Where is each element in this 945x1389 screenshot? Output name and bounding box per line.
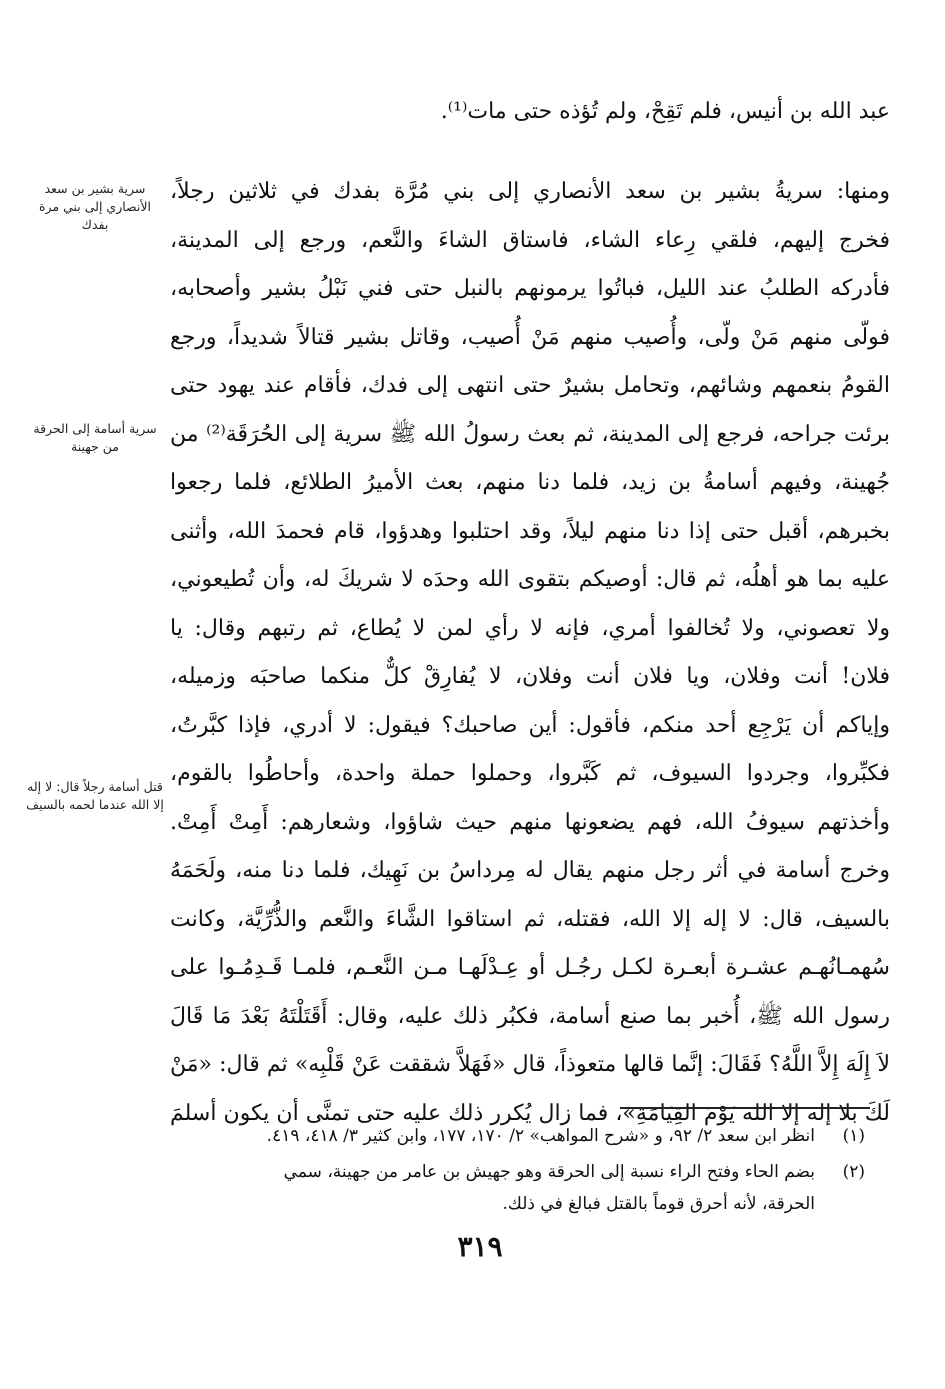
footnote-text: انظر ابن سعد ٢/ ٩٢، و «شرح المواهب» ٢/ ١٧٠، ١٧٧، وابن كثير ٣/ ٤١٨، ٤١٩. bbox=[266, 1126, 815, 1146]
text-line: وخرج أسامة في أثر رجل منهم يقال له مِرداسُ بن نَهِيك، فلما دنا منه، ولَحَمَهُ bbox=[170, 858, 890, 883]
text-line: بخبرهم، أقبل حتى إذا دنا منهم ليلاً، وقد احتلبوا وهدؤوا، قام فحمدَ الله، وأثنى bbox=[170, 518, 890, 544]
text-line: لاَ إِلَهَ إِلاَّ اللَّهُ؟ فَقَالَ: إنَّما قالها متعوذاً، قال «فَهَلاَّ شققت عَنْ قَلْبِه» ثم قال: «مَنْ bbox=[170, 1052, 890, 1077]
text-line: بالسيف، قال: لا إله إلا الله، فقتله، ثم استاقوا الشَّاءَ والنَّعم والذُّرِّيَّة، وكانت bbox=[170, 906, 890, 932]
text-line: فخرج إليهم، فلقي رِعاء الشاء، فاستاق الشاءَ والنَّعم، ورجع إلى المدينة، bbox=[170, 227, 890, 253]
footnote-1 bbox=[175, 1120, 865, 1152]
footnote-number: (١) bbox=[842, 1126, 865, 1146]
text-line: فلان! أنت وفلان، ويا فلان أنت وفلان، لا يُفارِقْ كلٌّ منكما صاحبَه وزميله، bbox=[170, 664, 890, 689]
footnote-number: (٢) bbox=[842, 1162, 865, 1182]
text-line: فكبِّروا، وجردوا السيوف، ثم كَبَّروا، وحملوا حملة واحدة، وأحاطُوا بالقوم، bbox=[170, 761, 890, 786]
footnote-text: بضم الحاء وفتح الراء نسبة إلى الحرقة وهو جهيش بن عامر من جهينة، سمي bbox=[283, 1162, 815, 1182]
footnote-continuation: الحرقة، لأنه أحرق قوماً بالقتل فبالغ في ذلك. bbox=[502, 1194, 815, 1214]
text-line: ولا تعصوني، ولا تُخالفوا أمري، فإنه لا رأي لمن لا يُطاع، ثم رتبهم وقال: يا bbox=[170, 615, 890, 641]
footnote-2 bbox=[175, 1156, 865, 1220]
text-line: جُهينة، وفيهم أسامةُ بن زيد، فلما دنا منهم، بعث الأميرُ الطلائع، فلما رجعوا bbox=[170, 470, 890, 495]
text-line: وأخذتهم سيوفُ الله، فهم يضعونها منهم حيث شاؤوا، وشعارهم: أَمِتْ أَمِتْ. bbox=[170, 809, 890, 835]
text-line: لَكَ بلا إله إلا الله يَوْمَ القِيَامَةِ»، فما زال يُكرر ذلك عليه حتى تمنَّى أن يكون أسلمَ bbox=[170, 1100, 890, 1126]
text-line: القومُ بنعمهم وشائهم، وتحامل بشيرٌ حتى انتهى إلى فدك، فأقام عند يهود حتى bbox=[170, 373, 890, 398]
text-line: عليه بما هو أهلُه، ثم قال: أوصيكم بتقوى الله وحدَه لا شريكَ له، وأن تُطيعوني، bbox=[170, 567, 890, 592]
margin-note-usama: سرية أسامة إلى الحرقة من جهينة bbox=[33, 421, 157, 454]
text-line: ومنها: سريةُ بشير بن سعد الأنصاري إلى بني مُرَّة بفدك في ثلاثين رجلاً، bbox=[170, 179, 890, 204]
text-line: فأدركه الطلبُ عند الليل، فباتُوا يرمونهم بالنبل حتى فني نَبْلُ بشير وأصحابه، bbox=[170, 276, 890, 301]
text-line: سُهمـانُهـم عشـرة أبعـرة لكـل رجُـل أو عِـدْلَهـا مـن النَّعـم، فلمـا قَـدِمُـوا على bbox=[170, 955, 890, 980]
page-number: ٣١٩ bbox=[457, 1230, 503, 1263]
text-line: رسول الله ﷺ، أُخبر بما صنع أسامة، فكبُر ذلك عليه، وقال: أَقَتَلْتَهُ بَعْدَ مَا قَالَ bbox=[170, 1003, 890, 1029]
footnote-divider bbox=[620, 1107, 870, 1109]
text-line: برئت جراحه، فرجع إلى المدينة، ثم بعث رسولُ الله ﷺ سرية إلى الحُرَقَة⁽²⁾ من bbox=[170, 421, 890, 447]
text-line: وإياكم أن يَرْجِع أحد منكم، فأقول: أين صاحبك؟ فيقول: لا أدري، فإذا كبَّرتُ، bbox=[170, 712, 890, 738]
margin-note-killing: قتل أسامة رجلاً قال: لا إله إلا الله عندما لحمه بالسيف bbox=[26, 779, 164, 812]
main-text bbox=[170, 168, 890, 1138]
opening-line: عبد الله بن أنيس، فلم تَقِحْ، ولم تُؤذه حتى مات⁽¹⁾. bbox=[440, 99, 890, 124]
margin-note-bashir: سرية بشير بن سعد الأنصاري إلى بني مرة بفدك bbox=[39, 181, 151, 232]
text-line: فولّى منهم مَنْ ولّى، وأُصيب منهم مَنْ أُصيب، وقاتل بشير قتالاً شديداً، ورجع bbox=[170, 324, 890, 350]
